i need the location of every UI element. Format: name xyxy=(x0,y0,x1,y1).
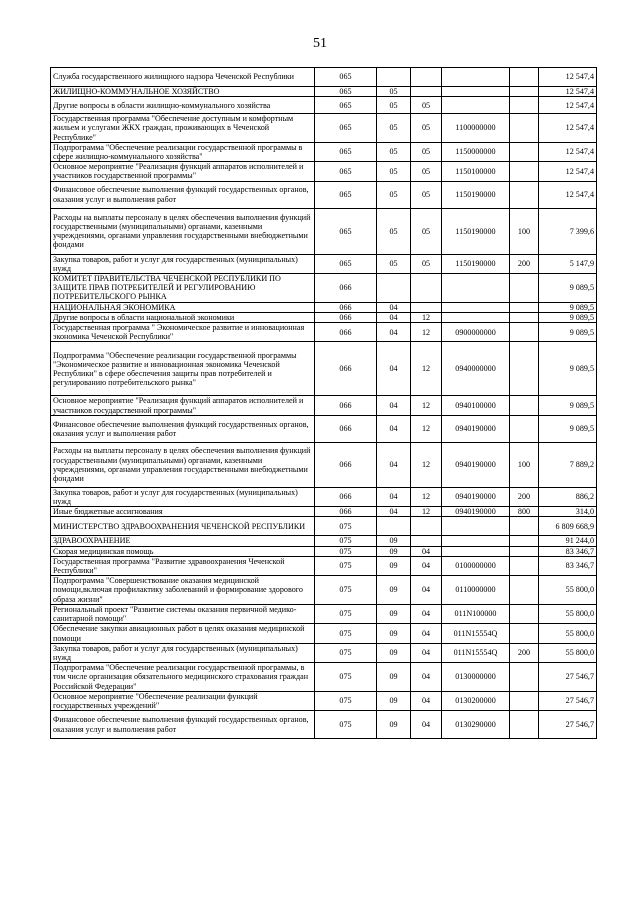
row-subsection-code: 05 xyxy=(411,181,442,208)
table-row xyxy=(51,624,597,643)
row-amount: 83 346,7 xyxy=(539,556,597,575)
row-name: ЗДРАВООХРАНЕНИЕ xyxy=(51,536,315,546)
row-target-code: 0940190000 xyxy=(442,507,510,517)
row-section-code: 09 xyxy=(377,691,411,710)
table-row xyxy=(51,556,597,575)
row-section-code: 09 xyxy=(377,643,411,662)
row-target-code: 0940190000 xyxy=(442,487,510,506)
row-subsection-code: 04 xyxy=(411,691,442,710)
row-target-code xyxy=(442,97,510,114)
row-name: Расходы на выплаты персоналу в целях обеспечения выполнения функций государственными (муниципальными) органами, казенными учреждениями, органами управления государственными внебюджетными фондами xyxy=(51,442,315,487)
row-subsection-code: 04 xyxy=(411,576,442,605)
row-expense-type-code: 200 xyxy=(510,643,539,662)
row-target-code: 0940190000 xyxy=(442,415,510,442)
table-row xyxy=(51,323,597,342)
row-expense-type-code xyxy=(510,396,539,415)
row-amount: 12 547,4 xyxy=(539,87,597,97)
row-subsection-code: 04 xyxy=(411,604,442,623)
row-section-code: 05 xyxy=(377,254,411,273)
row-section-code xyxy=(377,517,411,536)
row-ministry-code: 066 xyxy=(315,487,377,506)
table-row xyxy=(51,517,597,536)
row-amount: 55 800,0 xyxy=(539,643,597,662)
row-amount: 886,2 xyxy=(539,487,597,506)
row-ministry-code: 075 xyxy=(315,546,377,556)
table-row xyxy=(51,487,597,506)
row-section-code: 04 xyxy=(377,442,411,487)
table-row xyxy=(51,643,597,662)
row-section-code: 09 xyxy=(377,536,411,546)
row-ministry-code: 065 xyxy=(315,162,377,181)
row-target-code: 1150100000 xyxy=(442,162,510,181)
row-subsection-code: 12 xyxy=(411,312,442,322)
row-section-code: 05 xyxy=(377,97,411,114)
row-target-code: 0130000000 xyxy=(442,663,510,692)
row-target-code xyxy=(442,517,510,536)
row-section-code: 05 xyxy=(377,87,411,97)
row-name: Основное мероприятие "Реализация функций аппаратов исполнителей и участников государственной программы" xyxy=(51,162,315,181)
row-subsection-code: 04 xyxy=(411,663,442,692)
row-expense-type-code: 100 xyxy=(510,208,539,254)
row-subsection-code xyxy=(411,517,442,536)
table-row xyxy=(51,536,597,546)
row-amount: 55 800,0 xyxy=(539,576,597,605)
table-row xyxy=(51,97,597,114)
row-subsection-code: 04 xyxy=(411,643,442,662)
row-ministry-code: 065 xyxy=(315,114,377,143)
row-ministry-code: 065 xyxy=(315,181,377,208)
table-row xyxy=(51,663,597,692)
row-name: Расходы на выплаты персоналу в целях обеспечения выполнения функций государственными (муниципальными) органами, казенными учреждениями, органами управления государственными внебюджетными фондами xyxy=(51,208,315,254)
row-name: Другие вопросы в области жилищно-коммунального хозяйства xyxy=(51,97,315,114)
row-ministry-code: 075 xyxy=(315,556,377,575)
row-ministry-code: 066 xyxy=(315,323,377,342)
row-subsection-code: 05 xyxy=(411,97,442,114)
row-name: Подпрограмма "Обеспечение реализации государственной программы, в том числе организация обязательного медицинского страхования граждан Российской Федерации" xyxy=(51,663,315,692)
row-name: Другие вопросы в области национальной экономики xyxy=(51,312,315,322)
row-expense-type-code xyxy=(510,415,539,442)
row-target-code: 1150000000 xyxy=(442,142,510,161)
row-ministry-code: 075 xyxy=(315,663,377,692)
row-name: МИНИСТЕРСТВО ЗДРАВООХРАНЕНИЯ ЧЕЧЕНСКОЙ РЕСПУБЛИКИ xyxy=(51,517,315,536)
row-amount: 7 399,6 xyxy=(539,208,597,254)
row-target-code xyxy=(442,302,510,312)
row-subsection-code: 04 xyxy=(411,556,442,575)
row-section-code: 05 xyxy=(377,208,411,254)
row-section-code: 09 xyxy=(377,556,411,575)
row-target-code: 011N100000 xyxy=(442,604,510,623)
row-subsection-code: 05 xyxy=(411,142,442,161)
row-expense-type-code xyxy=(510,663,539,692)
row-subsection-code: 05 xyxy=(411,162,442,181)
row-section-code: 09 xyxy=(377,604,411,623)
row-target-code: 0900000000 xyxy=(442,323,510,342)
row-name: Закупка товаров, работ и услуг для государственных (муниципальных) нужд xyxy=(51,643,315,662)
row-subsection-code: 12 xyxy=(411,507,442,517)
row-section-code: 05 xyxy=(377,114,411,143)
table-row xyxy=(51,274,597,303)
row-amount: 55 800,0 xyxy=(539,624,597,643)
row-name: Основное мероприятие "Обеспечение реализации функций государственных учреждений" xyxy=(51,691,315,710)
row-target-code xyxy=(442,274,510,303)
row-expense-type-code xyxy=(510,142,539,161)
row-amount: 12 547,4 xyxy=(539,68,597,87)
row-expense-type-code: 200 xyxy=(510,254,539,273)
row-section-code: 09 xyxy=(377,576,411,605)
row-subsection-code xyxy=(411,536,442,546)
row-target-code: 011N15554Q xyxy=(442,624,510,643)
row-target-code: 1150190000 xyxy=(442,181,510,208)
row-subsection-code: 12 xyxy=(411,396,442,415)
row-expense-type-code xyxy=(510,302,539,312)
row-section-code: 09 xyxy=(377,711,411,739)
table-row xyxy=(51,604,597,623)
row-expense-type-code xyxy=(510,576,539,605)
row-subsection-code: 04 xyxy=(411,546,442,556)
row-amount: 9 089,5 xyxy=(539,415,597,442)
row-target-code: 011N15554Q xyxy=(442,643,510,662)
row-target-code xyxy=(442,546,510,556)
row-section-code: 04 xyxy=(377,396,411,415)
row-name: Основное мероприятие "Реализация функций аппаратов исполнителей и участников государственной программы" xyxy=(51,396,315,415)
row-amount: 9 089,5 xyxy=(539,312,597,322)
row-ministry-code: 066 xyxy=(315,396,377,415)
table-row xyxy=(51,142,597,161)
row-name: Скорая медицинская помощь xyxy=(51,546,315,556)
row-target-code xyxy=(442,536,510,546)
row-target-code: 0130290000 xyxy=(442,711,510,739)
table-row xyxy=(51,312,597,322)
row-target-code: 0130200000 xyxy=(442,691,510,710)
row-target-code: 0940100000 xyxy=(442,396,510,415)
row-ministry-code: 075 xyxy=(315,576,377,605)
table-row xyxy=(51,114,597,143)
row-section-code: 04 xyxy=(377,487,411,506)
row-subsection-code: 12 xyxy=(411,323,442,342)
row-amount: 12 547,4 xyxy=(539,162,597,181)
row-amount: 91 244,0 xyxy=(539,536,597,546)
row-amount: 314,0 xyxy=(539,507,597,517)
row-ministry-code: 075 xyxy=(315,536,377,546)
row-name: КОМИТЕТ ПРАВИТЕЛЬСТВА ЧЕЧЕНСКОЙ РЕСПУБЛИКИ ПО ЗАЩИТЕ ПРАВ ПОТРЕБИТЕЛЕЙ И РЕГУЛИРОВАНИЮ ПОТРЕБИТЕЛЬСКОГО РЫНКА xyxy=(51,274,315,303)
row-name: Государственная программа "Развитие здравоохранения Чеченской Республики" xyxy=(51,556,315,575)
row-ministry-code: 065 xyxy=(315,208,377,254)
table-row xyxy=(51,181,597,208)
row-target-code: 1100000000 xyxy=(442,114,510,143)
row-ministry-code: 066 xyxy=(315,415,377,442)
row-ministry-code: 075 xyxy=(315,691,377,710)
row-amount: 12 547,4 xyxy=(539,181,597,208)
table-row xyxy=(51,442,597,487)
row-ministry-code: 066 xyxy=(315,442,377,487)
row-section-code: 09 xyxy=(377,663,411,692)
row-ministry-code: 065 xyxy=(315,87,377,97)
row-ministry-code: 075 xyxy=(315,604,377,623)
row-expense-type-code xyxy=(510,624,539,643)
row-amount: 6 809 668,9 xyxy=(539,517,597,536)
table-row xyxy=(51,68,597,87)
row-section-code: 09 xyxy=(377,546,411,556)
row-target-code xyxy=(442,68,510,87)
row-name: Подпрограмма "Обеспечение реализации государственной программы "Экономическое развитие и инновационная экономика Чеченской Республики" в сфере обеспечения защиты прав потребителей и регулированию потребительского рынка" xyxy=(51,342,315,396)
row-amount: 12 547,4 xyxy=(539,97,597,114)
row-subsection-code xyxy=(411,87,442,97)
row-expense-type-code: 200 xyxy=(510,487,539,506)
row-target-code: 0940190000 xyxy=(442,442,510,487)
row-name: Закупка товаров, работ и услуг для государственных (муниципальных) нужд xyxy=(51,487,315,506)
row-section-code: 05 xyxy=(377,162,411,181)
row-ministry-code: 075 xyxy=(315,643,377,662)
row-subsection-code: 05 xyxy=(411,208,442,254)
row-section-code: 05 xyxy=(377,142,411,161)
row-name: НАЦИОНАЛЬНАЯ ЭКОНОМИКА xyxy=(51,302,315,312)
row-target-code xyxy=(442,312,510,322)
row-expense-type-code xyxy=(510,342,539,396)
row-section-code: 05 xyxy=(377,181,411,208)
row-ministry-code: 065 xyxy=(315,68,377,87)
row-ministry-code: 066 xyxy=(315,507,377,517)
row-section-code: 04 xyxy=(377,507,411,517)
row-subsection-code xyxy=(411,68,442,87)
row-expense-type-code xyxy=(510,97,539,114)
row-target-code xyxy=(442,87,510,97)
row-section-code: 04 xyxy=(377,312,411,322)
budget-table xyxy=(50,67,597,739)
row-ministry-code: 066 xyxy=(315,312,377,322)
row-name: Государственная программа " Экономическое развитие и инновационная экономика Чеченской Республики" xyxy=(51,323,315,342)
row-amount: 12 547,4 xyxy=(539,142,597,161)
row-target-code: 0100000000 xyxy=(442,556,510,575)
row-ministry-code: 075 xyxy=(315,711,377,739)
table-row xyxy=(51,507,597,517)
table-row xyxy=(51,415,597,442)
row-ministry-code: 066 xyxy=(315,274,377,303)
table-row xyxy=(51,87,597,97)
row-section-code: 04 xyxy=(377,415,411,442)
row-subsection-code: 12 xyxy=(411,342,442,396)
row-subsection-code xyxy=(411,302,442,312)
row-subsection-code xyxy=(411,274,442,303)
row-section-code: 04 xyxy=(377,302,411,312)
row-name: Финансовое обеспечение выполнения функций государственных органов, оказания услуг и выполнения работ xyxy=(51,415,315,442)
row-target-code: 1150190000 xyxy=(442,208,510,254)
row-amount: 9 089,5 xyxy=(539,342,597,396)
row-amount: 9 089,5 xyxy=(539,302,597,312)
row-amount: 27 546,7 xyxy=(539,711,597,739)
row-expense-type-code: 800 xyxy=(510,507,539,517)
row-subsection-code: 05 xyxy=(411,254,442,273)
table-row xyxy=(51,711,597,739)
table-row xyxy=(51,162,597,181)
row-expense-type-code xyxy=(510,536,539,546)
row-ministry-code: 065 xyxy=(315,254,377,273)
row-name: Служба государственного жилищного надзора Чеченской Республики xyxy=(51,68,315,87)
row-expense-type-code xyxy=(510,323,539,342)
table-row xyxy=(51,208,597,254)
row-expense-type-code xyxy=(510,274,539,303)
row-name: Подпрограмма "Обеспечение реализации государственной программы в сфере жилищно-коммунального хозяйства" xyxy=(51,142,315,161)
row-subsection-code: 12 xyxy=(411,442,442,487)
row-ministry-code: 075 xyxy=(315,624,377,643)
row-section-code xyxy=(377,274,411,303)
row-expense-type-code xyxy=(510,181,539,208)
row-subsection-code: 04 xyxy=(411,711,442,739)
row-amount: 7 889,2 xyxy=(539,442,597,487)
budget-table-body xyxy=(51,68,597,739)
row-expense-type-code xyxy=(510,312,539,322)
row-expense-type-code xyxy=(510,162,539,181)
row-expense-type-code: 100 xyxy=(510,442,539,487)
row-name: Обеспечение закупки авиационных работ в целях оказания медицинской помощи xyxy=(51,624,315,643)
row-name: Региональный проект "Развитие системы оказания первичной медико-санитарной помощи" xyxy=(51,604,315,623)
table-row xyxy=(51,342,597,396)
row-name: Финансовое обеспечение выполнения функций государственных органов, оказания услуг и выполнения работ xyxy=(51,711,315,739)
row-section-code xyxy=(377,68,411,87)
row-section-code: 09 xyxy=(377,624,411,643)
table-row xyxy=(51,576,597,605)
row-expense-type-code xyxy=(510,68,539,87)
table-row xyxy=(51,254,597,273)
row-expense-type-code xyxy=(510,87,539,97)
row-expense-type-code xyxy=(510,114,539,143)
row-expense-type-code xyxy=(510,517,539,536)
row-name: Подпрограмма "Совершенствование оказания медицинской помощи,включая профилактику заболеваний и формирование здорового образа жизни" xyxy=(51,576,315,605)
row-amount: 12 547,4 xyxy=(539,114,597,143)
row-name: ЖИЛИЩНО-КОММУНАЛЬНОЕ ХОЗЯЙСТВО xyxy=(51,87,315,97)
row-amount: 27 546,7 xyxy=(539,691,597,710)
table-row xyxy=(51,302,597,312)
row-target-code: 1150190000 xyxy=(442,254,510,273)
table-row xyxy=(51,396,597,415)
row-expense-type-code xyxy=(510,546,539,556)
row-expense-type-code xyxy=(510,711,539,739)
row-ministry-code: 066 xyxy=(315,302,377,312)
table-row xyxy=(51,546,597,556)
row-amount: 5 147,9 xyxy=(539,254,597,273)
row-amount: 9 089,5 xyxy=(539,323,597,342)
row-amount: 27 546,7 xyxy=(539,663,597,692)
row-subsection-code: 12 xyxy=(411,415,442,442)
row-subsection-code: 12 xyxy=(411,487,442,506)
row-name: Финансовое обеспечение выполнения функций государственных органов, оказания услуг и выполнения работ xyxy=(51,181,315,208)
row-target-code: 0940000000 xyxy=(442,342,510,396)
table-row xyxy=(51,691,597,710)
row-subsection-code: 05 xyxy=(411,114,442,143)
row-target-code: 0110000000 xyxy=(442,576,510,605)
row-name: Закупка товаров, работ и услуг для государственных (муниципальных) нужд xyxy=(51,254,315,273)
row-ministry-code: 065 xyxy=(315,142,377,161)
row-section-code: 04 xyxy=(377,323,411,342)
row-name: Иные бюджетные ассигнования xyxy=(51,507,315,517)
row-amount: 55 800,0 xyxy=(539,604,597,623)
row-subsection-code: 04 xyxy=(411,624,442,643)
page-number: 51 xyxy=(313,36,327,51)
row-section-code: 04 xyxy=(377,342,411,396)
row-ministry-code: 066 xyxy=(315,342,377,396)
row-expense-type-code xyxy=(510,691,539,710)
row-ministry-code: 075 xyxy=(315,517,377,536)
row-amount: 9 089,5 xyxy=(539,396,597,415)
row-ministry-code: 065 xyxy=(315,97,377,114)
row-amount: 83 346,7 xyxy=(539,546,597,556)
row-amount: 9 089,5 xyxy=(539,274,597,303)
row-name: Государственная программа "Обеспечение доступным и комфортным жильем и услугами ЖКХ граждан, проживающих в Чеченской Республике" xyxy=(51,114,315,143)
row-expense-type-code xyxy=(510,556,539,575)
row-expense-type-code xyxy=(510,604,539,623)
